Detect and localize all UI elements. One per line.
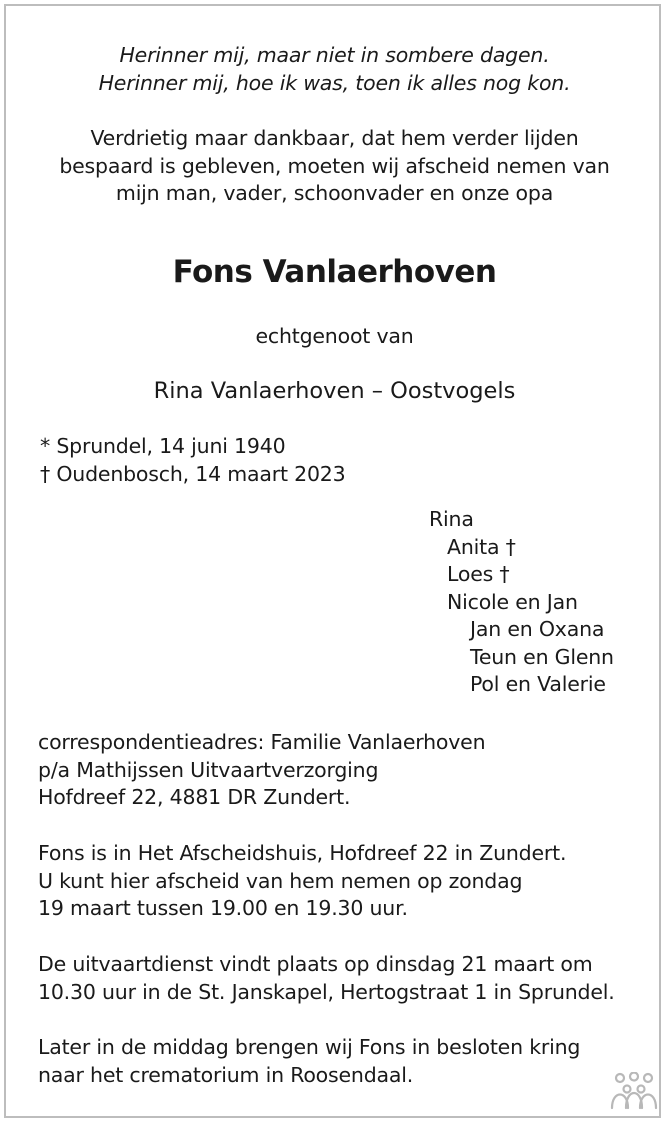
cremation-info xyxy=(38,1034,658,1089)
family-member: Pol en Valerie xyxy=(470,672,606,696)
viewing-info xyxy=(38,840,658,923)
people-group-icon xyxy=(608,1072,660,1112)
poem xyxy=(0,42,669,97)
intro-text xyxy=(0,125,669,208)
intro-line: mijn man, vader, schoonvader en onze opa xyxy=(115,181,554,205)
poem-line: Herinner mij, maar niet in sombere dagen. xyxy=(119,43,550,67)
address-line: p/a Mathijssen Uitvaartverzorging xyxy=(38,757,379,782)
family-member: Jan en Oxana xyxy=(470,617,605,641)
family-member: Rina xyxy=(429,507,474,531)
family-member: Loes † xyxy=(447,562,510,586)
birth-date: * Sprundel, 14 juni 1940 xyxy=(40,434,286,458)
death-date: † Oudenbosch, 14 maart 2023 xyxy=(40,461,346,486)
cremation-line: naar het crematorium in Roosendaal. xyxy=(38,1062,414,1087)
address-line: Hofdreef 22, 4881 DR Zundert. xyxy=(38,785,351,809)
life-dates xyxy=(40,433,346,488)
family-member: Nicole en Jan xyxy=(447,589,578,614)
correspondence-address xyxy=(38,729,658,812)
service-line: De uitvaartdienst vindt plaats op dinsdag 21 maart om xyxy=(38,952,593,976)
address-line: correspondentieadres: Familie Vanlaerhoven xyxy=(38,730,486,754)
poem-line: Herinner mij, hoe ik was, toen ik alles nog kon. xyxy=(98,70,571,95)
family-list xyxy=(429,506,614,699)
spouse-label: echtgenoot van xyxy=(255,324,414,348)
spouse-name: Rina Vanlaerhoven – Oostvogels xyxy=(153,378,516,404)
viewing-line: U kunt hier afscheid van hem nemen op zondag xyxy=(38,868,523,893)
viewing-line: 19 maart tussen 19.00 en 19.30 uur. xyxy=(38,896,408,920)
family-member: Teun en Glenn xyxy=(470,644,614,669)
deceased-name: Fons Vanlaerhoven xyxy=(172,254,497,290)
service-line: 10.30 uur in de St. Janskapel, Hertogstraat 1 in Sprundel. xyxy=(38,979,615,1004)
family-member: Anita † xyxy=(447,534,516,559)
intro-line: Verdrietig maar dankbaar, dat hem verder lijden xyxy=(90,126,579,150)
service-info xyxy=(38,951,658,1006)
viewing-line: Fons is in Het Afscheidshuis, Hofdreef 22 in Zundert. xyxy=(38,841,567,865)
intro-line: bespaard is gebleven, moeten wij afscheid nemen van xyxy=(59,153,610,178)
cremation-line: Later in de middag brengen wij Fons in besloten kring xyxy=(38,1035,581,1059)
